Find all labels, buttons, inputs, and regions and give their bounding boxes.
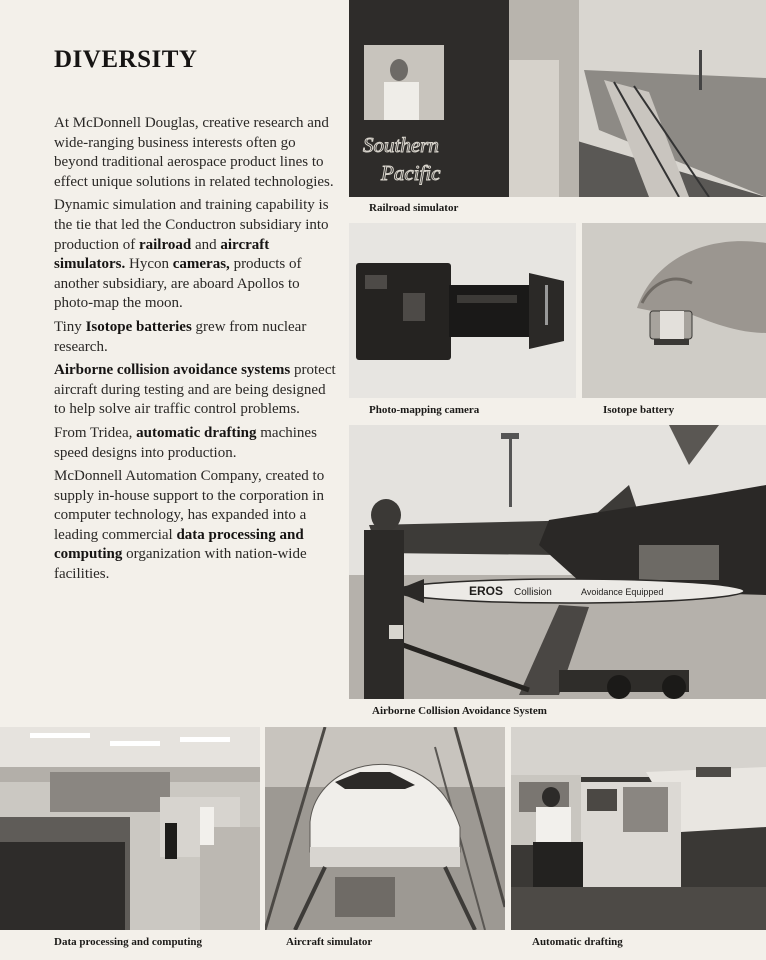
pod-text-eros: EROS: [469, 584, 504, 598]
text-segment: Tiny: [54, 318, 86, 335]
caption-aircraft-simulator: Aircraft simulator: [286, 936, 373, 948]
caption-data-processing: Data processing and computing: [54, 936, 203, 948]
highlight-cameras: cameras,: [172, 256, 230, 273]
sign-text-southern: Southern: [363, 133, 439, 157]
text-segment: Dynamic simulation and training capability is the tie that led the Conductron subsidiary into production of: [54, 197, 329, 253]
text-segment: products of another subsidiary, are aboard Apollos to photo-map the moon.: [54, 256, 302, 312]
paragraph-intro: At McDonnell Douglas, creative research and wide-ranging business interests often go beyond traditional aerospace product lines to effect unique solutions in related technologies.: [54, 115, 334, 190]
photo-railroad-simulator: [349, 0, 766, 197]
paragraph-isotope: [54, 318, 339, 357]
paragraph-simulation: [54, 196, 339, 314]
text-segment: machines speed designs into production.: [54, 424, 317, 461]
article-body: [54, 114, 339, 589]
highlight-automatic-drafting: automatic drafting: [136, 424, 257, 441]
photo-automatic-drafting: [511, 727, 766, 930]
highlight-data-processing: data processing and computing: [54, 526, 304, 563]
page-title: DIVERSITY: [54, 46, 198, 73]
text-segment: McDonnell Automation Company, created to supply in-house support to the corporation in computer technology, has expanded into a leading commercial: [54, 468, 325, 543]
text-segment: Hycon: [125, 256, 173, 273]
photo-data-processing: [0, 727, 260, 930]
caption-camera: Photo-mapping camera: [369, 404, 480, 416]
photo-isotope-battery: [582, 223, 766, 398]
highlight-railroad: railroad: [138, 236, 192, 253]
photo-collision-avoidance: [349, 425, 766, 699]
photo-mapping-camera: [349, 223, 576, 398]
pod-text-collision: Collision: [514, 587, 552, 598]
photo-aircraft-simulator: [265, 727, 505, 930]
caption-railroad: Railroad simulator: [369, 202, 459, 214]
text-segment: organization with nation-wide facilities.: [54, 546, 307, 583]
text-segment: From Tridea,: [54, 424, 137, 441]
pod-text-avoidance: Avoidance Equipped: [581, 587, 664, 597]
caption-collision-avoidance: Airborne Collision Avoidance System: [372, 705, 547, 717]
text-segment: protect aircraft during testing and are being designed to help solve air traffic control problems.: [54, 362, 336, 418]
highlight-collision-avoidance: Airborne collision avoidance systems: [54, 362, 291, 379]
paragraph-collision: [54, 361, 339, 420]
highlight-isotope-batteries: Isotope batteries: [85, 318, 192, 335]
caption-battery: Isotope battery: [603, 404, 675, 416]
paragraph-drafting: [54, 424, 339, 463]
paragraph-automation: [54, 467, 339, 585]
text-segment: grew from nuclear research.: [54, 318, 307, 355]
sign-text-pacific: Pacific: [381, 161, 441, 185]
caption-automatic-drafting: Automatic drafting: [532, 936, 623, 948]
highlight-aircraft-simulators: aircraft simulators.: [54, 236, 270, 273]
text-segment: and: [191, 236, 221, 253]
